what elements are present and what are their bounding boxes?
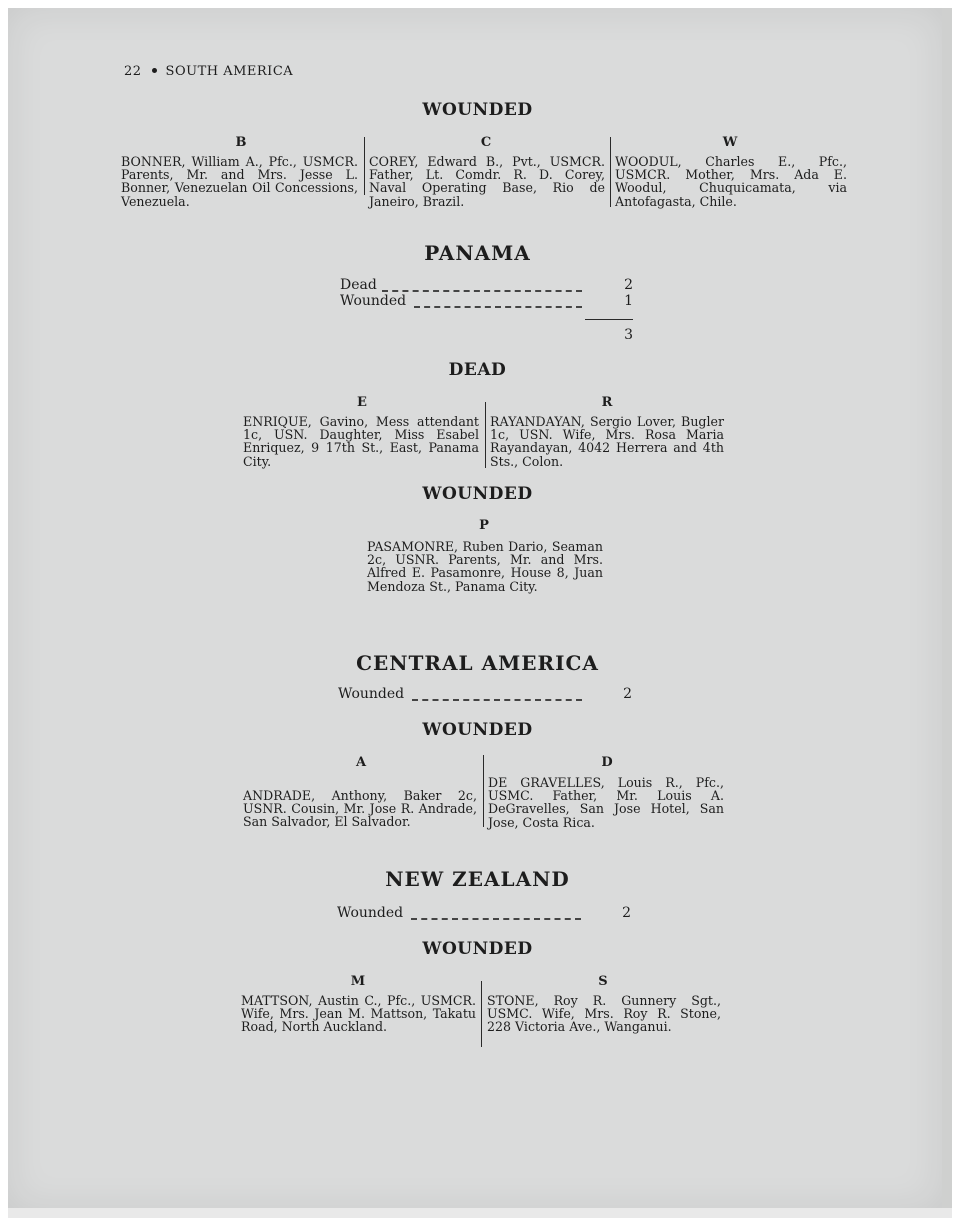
section-heading-wounded: WOUNDED <box>422 100 533 120</box>
casualty-entry <box>490 415 724 468</box>
section-heading-wounded: WOUNDED <box>422 720 533 740</box>
casualty-details: William A., Pfc., USMCR. Parents, Mr. and Mrs. Jesse L. Bonner, Venezuelan Oil Concessions, Venezuela. <box>121 154 358 209</box>
country-title: PANAMA <box>424 241 531 265</box>
index-letter: B <box>235 135 247 150</box>
casualty-entry <box>243 415 479 468</box>
tally-label-wounded: Wounded <box>340 293 407 309</box>
casualty-details: Louis R., Pfc., USMC. Father, Mr. Louis A. DeGravelles, San Jose Hotel, San Jose, Costa Rica. <box>488 775 724 830</box>
casualty-details: Gavino, Mess attendant 1c, USN. Daughter, Miss Esabel Enriquez, 9 17th St., East, Panama City. <box>243 414 479 469</box>
page-number: 22 <box>124 64 142 79</box>
section-title: SOUTH AMERICA <box>165 64 294 79</box>
tally-total: 3 <box>624 327 633 343</box>
casualty-name: PASAMONRE, <box>367 539 459 554</box>
index-letter: A <box>355 755 367 770</box>
casualty-entry <box>487 994 721 1034</box>
column-divider <box>483 755 484 827</box>
tally-value-dead: 2 <box>624 277 633 293</box>
casualty-entry <box>367 540 603 593</box>
running-header <box>124 64 293 79</box>
casualty-name: MATTSON, <box>241 993 313 1008</box>
column-divider <box>485 402 486 468</box>
leader-dots <box>412 699 582 701</box>
leader-dots <box>411 918 581 920</box>
casualty-name: WOODUL, <box>615 154 682 169</box>
column-divider <box>610 137 611 207</box>
index-letter: D <box>601 755 613 770</box>
index-letter: W <box>722 135 738 150</box>
casualty-details: Edward B., Pvt., USMCR. Father, Lt. Comdr. R. D. Corey, Naval Operating Base, Rio de Janeiro, Brazil. <box>369 154 605 209</box>
casualty-details: Sergio Lover, Bugler 1c, USN. Wife, Mrs. Rosa Maria Rayandayan, 4042 Herrera and 4th Sts., Colon. <box>490 414 724 469</box>
country-title: NEW ZEALAND <box>385 867 570 891</box>
casualty-entry <box>121 155 358 208</box>
casualty-entry <box>369 155 605 208</box>
index-letter: E <box>357 395 367 410</box>
tally-value-wounded: 1 <box>624 293 633 309</box>
leader-dots <box>414 306 582 308</box>
total-rule <box>585 319 633 320</box>
index-letter: M <box>350 974 366 989</box>
tally-value-wounded: 2 <box>623 686 632 702</box>
column-divider <box>364 137 365 195</box>
casualty-name: COREY, <box>369 154 419 169</box>
casualty-details: Ruben Dario, Seaman 2c, USNR. Parents, Mr. and Mrs. Alfred E. Pasamonre, House 8, Juan Mendoza St., Panama City. <box>367 539 603 594</box>
casualty-entry <box>615 155 847 208</box>
casualty-entry <box>243 789 477 829</box>
casualty-details: Roy R. Gunnery Sgt., USMC. Wife, Mrs. Roy R. Stone, 228 Victoria Ave., Wanganui. <box>487 993 721 1035</box>
index-letter: P <box>479 518 489 533</box>
section-heading-wounded: WOUNDED <box>422 939 533 959</box>
casualty-details: Charles E., Pfc., USMCR. Mother, Mrs. Ada E. Woodul, Chuquicamata, via Antofagasta, Chile. <box>615 154 847 209</box>
casualty-name: DE GRAVELLES, <box>488 775 605 790</box>
page-edge-shadow <box>8 1208 952 1218</box>
section-heading-wounded: WOUNDED <box>422 484 533 504</box>
casualty-entry <box>241 994 476 1034</box>
casualty-details: Anthony, Baker 2c, USNR. Cousin, Mr. Jose R. Andrade, San Salvador, El Salvador. <box>243 788 477 830</box>
tally-label-wounded: Wounded <box>338 686 405 702</box>
tally-label-wounded: Wounded <box>337 905 404 921</box>
section-heading-dead: DEAD <box>448 360 507 380</box>
casualty-entry <box>488 776 724 829</box>
leader-dots <box>382 290 582 292</box>
casualty-name: BONNER, <box>121 154 186 169</box>
tally-label-dead: Dead <box>340 277 377 293</box>
bullet-separator <box>152 68 157 73</box>
casualty-name: RAYANDAYAN, <box>490 414 585 429</box>
casualty-name: STONE, <box>487 993 539 1008</box>
index-letter: S <box>598 974 608 989</box>
casualty-name: ENRIQUE, <box>243 414 312 429</box>
country-title: CENTRAL AMERICA <box>356 651 599 675</box>
tally-value-wounded: 2 <box>622 905 631 921</box>
index-letter: C <box>480 135 492 150</box>
column-divider <box>481 981 482 1047</box>
index-letter: R <box>601 395 613 410</box>
page-edge-shadow <box>942 8 952 1218</box>
casualty-details: Austin C., Pfc., USMCR. Wife, Mrs. Jean M. Mattson, Takatu Road, North Auckland. <box>241 993 476 1035</box>
casualty-name: ANDRADE, <box>243 788 316 803</box>
